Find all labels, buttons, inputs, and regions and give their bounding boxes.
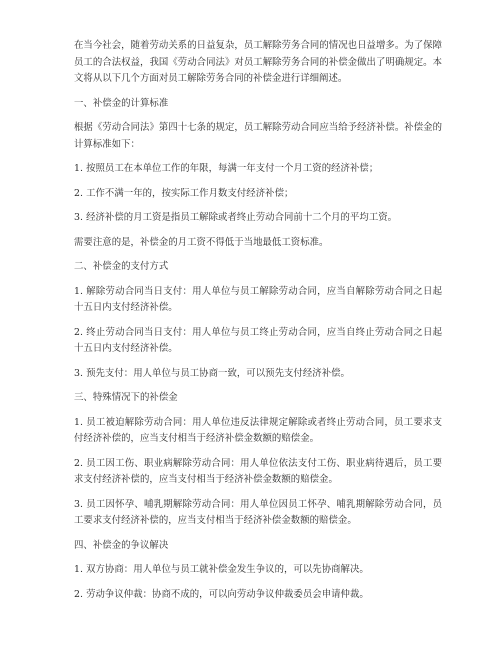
section-lead-compensation-standard: 根据《劳动合同法》第四十七条的规定，员工解除劳动合同应当给予经济补偿。补偿金的计算标准如下：	[74, 122, 442, 150]
section-heading-payment-method: 二、补偿金的支付方式	[74, 261, 169, 272]
list-item: 3. 员工因怀孕、哺乳期解除劳动合同：用人单位因员工怀孕、哺乳期解除劳动合同，员工要求支付经济补偿的，应当支付相当于经济补偿金数额的赔偿金。	[74, 498, 442, 526]
section-note: 需要注意的是，补偿金的月工资不得低于当地最低工资标准。	[74, 236, 329, 248]
list-item: 3. 经济补偿的月工资是指员工解除或者终止劳动合同前十二个月的平均工资。	[74, 212, 398, 223]
list-item: 2. 终止劳动合同当日支付：用人单位与员工终止劳动合同，应当自终止劳动合同之日起十五日内支付经济补偿。	[74, 326, 442, 354]
intro-paragraph: 在当今社会，随着劳动关系的日益复杂，员工解除劳务合同的情况也日益增多。为了保障员工的合法权益，我国《劳动合同法》对员工解除劳务合同的补偿金做出了明确规定。本文将从以下几个方面对员工解除劳务合同的补偿金进行详细阐述。	[74, 40, 442, 84]
list-item: 2. 劳动争议仲裁：协商不成的，可以向劳动争议仲裁委员会申请仲裁。	[74, 588, 369, 600]
section-heading-dispute-resolution: 四、补偿金的争议解决	[74, 539, 169, 551]
list-item: 2. 员工因工伤、职业病解除劳动合同：用人单位依法支付工伤、职业病待遇后，员工要求支付经济补偿的，应当支付相当于经济补偿金数额的赔偿金。	[74, 457, 442, 485]
list-item: 1. 员工被迫解除劳动合同：用人单位违反法律规定解除或者终止劳动合同，员工要求支付经济补偿的，应当支付相当于经济补偿金数额的赔偿金。	[74, 416, 442, 444]
section-heading-special-cases: 三、特殊情况下的补偿金	[74, 392, 178, 403]
list-item: 1. 解除劳动合同当日支付：用人单位与员工解除劳动合同，应当自解除劳动合同之日起十五日内支付经济补偿。	[74, 285, 442, 313]
list-item: 1. 双方协商：用人单位与员工就补偿金发生争议的，可以先协商解决。	[74, 564, 369, 575]
section-heading-compensation-standard: 一、补偿金的计算标准	[74, 97, 169, 109]
list-item: 3. 预先支付：用人单位与员工协商一致，可以预先支付经济补偿。	[74, 367, 350, 379]
list-item: 2. 工作不满一年的，按实际工作月数支付经济补偿；	[74, 187, 294, 199]
document-body	[74, 38, 442, 611]
list-item: 1. 按照员工在本单位工作的年限，每满一年支付一个月工资的经济补偿；	[74, 163, 379, 174]
